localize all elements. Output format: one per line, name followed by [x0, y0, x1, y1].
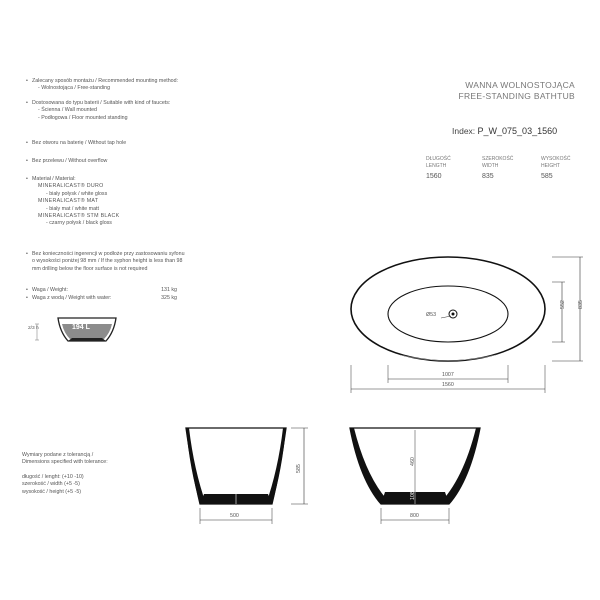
spec-material-title: Materiał / Material:	[32, 176, 76, 182]
spec-tap-hole: • Bez otworu na baterię / Without tap hole	[26, 140, 127, 146]
spec-weight: • Waga / Weight: 131 kg	[26, 287, 177, 293]
dimension-label-en: WIDTH	[482, 162, 499, 169]
dimension-height	[541, 156, 570, 180]
dimension-value: 1560	[426, 173, 442, 181]
material-finish: - czarny połysk / black gloss	[46, 220, 112, 227]
spec-overflow-text: Bez przelewu / Without overflow	[32, 158, 108, 164]
material-name: MINERALICAST® DURO	[38, 183, 104, 190]
spec-mounting-title: Zalecany sposób montażu / Recommended mounting method:	[32, 78, 179, 84]
dimension-label-pl: WYSOKOŚĆ	[541, 156, 571, 162]
spec-tap-hole-text: Bez otworu na baterię / Without tap hole	[32, 140, 127, 146]
material-name: MINERALICAST® MAT	[38, 198, 99, 205]
product-title	[459, 80, 576, 102]
dimension-value: 585	[541, 173, 553, 181]
dimension-length	[426, 156, 451, 180]
front-base-height-label: 108	[410, 491, 416, 500]
spec-faucets-item: - Ścienna / Wall mounted	[38, 107, 97, 114]
dimension-label-pl: SZEROKOŚĆ	[482, 156, 514, 162]
dimension-width	[482, 156, 513, 180]
top-view-drawing	[330, 245, 590, 400]
product-title-pl: WANNA WOLNOSTOJĄCA	[465, 80, 575, 90]
volume-indicator	[28, 314, 118, 344]
dimension-label-pl: DŁUGOŚĆ	[426, 156, 451, 162]
side-view-drawing	[180, 420, 310, 530]
spec-overflow: • Bez przelewu / Without overflow	[26, 158, 108, 164]
spec-faucets-item: - Podłogowa / Floor mounted standing	[38, 114, 128, 121]
index-label: Index:	[452, 126, 476, 136]
spec-mounting-item: - Wolnostojąca / Free-standing	[38, 85, 111, 92]
tolerance-line: szerokość / width (+5 -5)	[22, 481, 80, 488]
dimension-value: 835	[482, 173, 494, 181]
side-height-label: 585	[296, 464, 302, 473]
front-inner-depth-label: 460	[410, 457, 416, 466]
index-value: P_W_075_03_1560	[477, 126, 558, 136]
inner-length-label: 1007	[442, 372, 454, 378]
weight-value: 131 kg	[161, 287, 177, 293]
tolerance-subtitle: Dimensions specified with tolerance:	[22, 459, 108, 466]
front-base-width-label: 800	[410, 513, 419, 519]
water-weight-label: Waga z wodą / Weight with water:	[32, 295, 112, 301]
spec-faucets: • Dostosowana do typu baterii / Suitable with kind of faucets: - Ścienna / Wall mounted - Podłogowa / Floor mounted standing	[26, 100, 171, 121]
tolerance-line: wysokość / height (+5 -5)	[22, 488, 82, 495]
material-name: MINERALICAST® STM BLACK	[38, 213, 120, 220]
outer-width-label: 835	[578, 300, 584, 309]
spec-faucets-title: Dostosowana do typu baterii / Suitable with kind of faucets:	[32, 100, 171, 106]
spec-siphon: • Bez konieczności ingerencji w podłoże przy zastosowaniu syfonu o wysokości poniżej 98 mm / If the syphon height is less than 98 mm drilling below the floor surface is not required	[26, 251, 185, 272]
spec-water-weight: • Waga z wodą / Weight with water: 325 kg	[26, 295, 177, 301]
outer-length-label: 1560	[442, 382, 454, 388]
dimension-label-en: HEIGHT	[541, 162, 560, 169]
spec-siphon-line: o wysokości poniżej 98 mm / If the syphon height is less than 98	[32, 258, 183, 265]
dimension-label-en: LENGTH	[426, 162, 447, 169]
tolerance-block	[22, 452, 108, 496]
spec-siphon-line: Bez konieczności ingerencji w podłoże przy zastosowaniu syfonu	[32, 251, 185, 257]
drain-label: Ø53	[426, 312, 437, 318]
spec-siphon-line: mm drilling below the floor surface is not required	[32, 265, 148, 272]
tolerance-line: długość / lenght: (+10 -10)	[22, 473, 84, 480]
volume-value: 194 L	[72, 324, 90, 331]
tolerance-title: Wymiary podane z tolerancją /	[22, 452, 94, 458]
side-base-width-label: 500	[230, 513, 239, 519]
product-title-en: FREE-STANDING BATHTUB	[458, 91, 575, 101]
weight-label: Waga / Weight:	[32, 287, 68, 293]
spec-material: • Materiał / Material: MINERALICAST® DURO - biały połysk / white gloss MINERALICAST® MAT - biały mat / white matt MINERALICAST® STM BLACK - czarny połysk / black gloss	[26, 176, 120, 227]
inner-width-label: 552	[560, 300, 566, 309]
material-finish: - biały połysk / white gloss	[46, 190, 108, 197]
material-finish: - biały mat / white matt	[46, 205, 99, 212]
product-index	[452, 126, 557, 136]
spec-mounting: • Zalecany sposób montażu / Recommended mounting method: - Wolnostojąca / Free-standing	[26, 78, 179, 92]
volume-fill-label: 2/3 h	[28, 326, 39, 331]
water-weight-value: 325 kg	[161, 295, 177, 301]
